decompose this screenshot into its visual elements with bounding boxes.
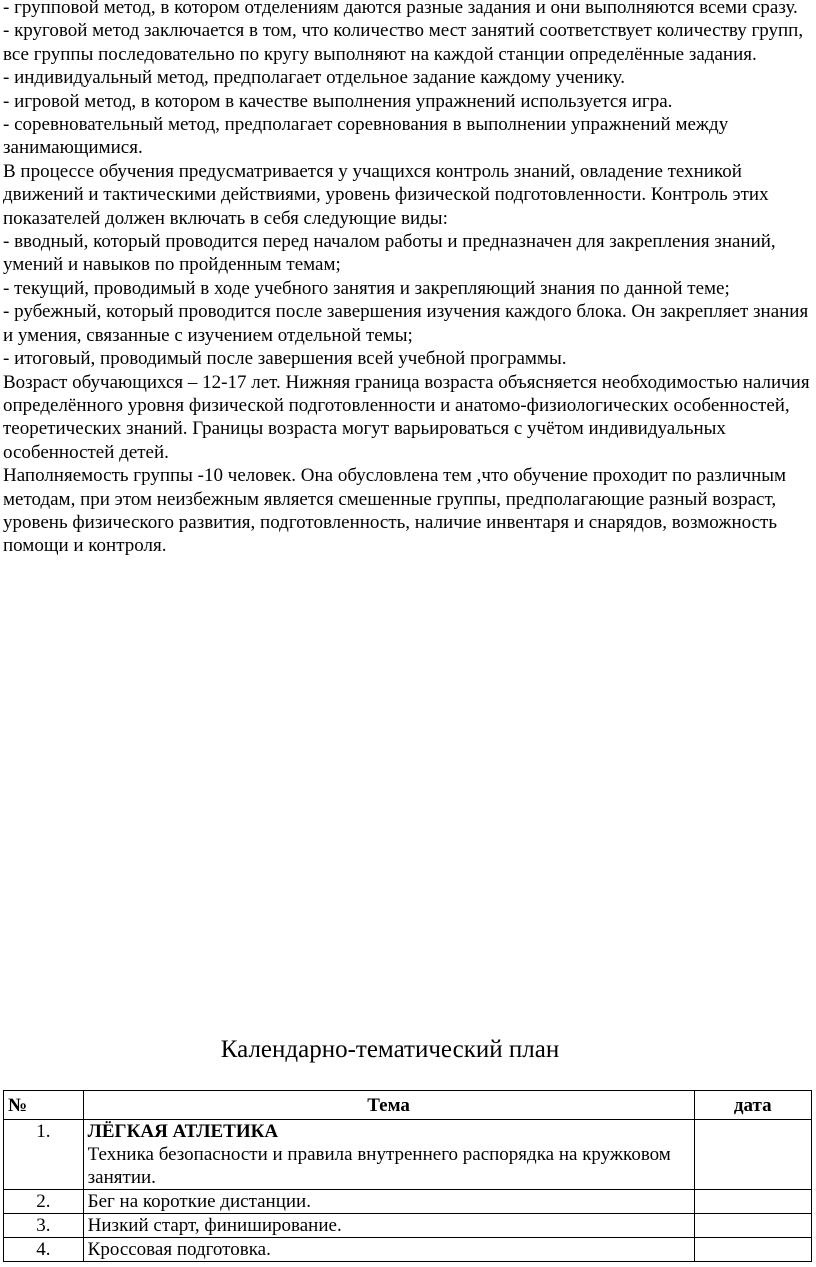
header-number: № xyxy=(4,1091,84,1120)
row-date xyxy=(694,1238,811,1262)
row-number: 4. xyxy=(4,1238,84,1262)
header-topic: Тема xyxy=(83,1091,694,1120)
row-topic-text: Бег на короткие дистанции. xyxy=(87,1191,311,1212)
row-topic xyxy=(83,1120,694,1190)
row-number: 2. xyxy=(4,1190,84,1214)
paragraph-control-final: - итоговый, проводимый после завершения всей учебной программы. xyxy=(3,348,567,370)
paragraph-game-method: - игровой метод, в котором в качестве выполнения упражнений используется игра. xyxy=(3,90,673,112)
plan-table xyxy=(3,1090,812,1262)
table-row xyxy=(4,1120,812,1190)
paragraph-age: Возраст обучающихся – 12-17 лет. Нижняя граница возраста объясняется необходимостью наличия определённого уровня физической подготовленности и анатомо-физиологических особенностей, теоретических знаний. Границы возраста могут варьироваться с учётом индивидуальных особенностей детей. xyxy=(3,371,810,463)
row-topic-text: Техника безопасности и правила внутреннего распорядка на кружковом занятии. xyxy=(87,1144,671,1188)
header-date: дата xyxy=(694,1091,811,1120)
row-number: 1. xyxy=(4,1120,84,1190)
row-topic xyxy=(83,1190,694,1214)
row-date xyxy=(694,1120,811,1190)
paragraph-group-method: - групповой метод, в котором отделениям даются разные задания и они выполняются всеми сразу. xyxy=(3,0,798,18)
plan-title: Календарно-тематический план xyxy=(220,1036,560,1063)
section-heading: ЛЁГКАЯ АТЛЕТИКА xyxy=(87,1121,279,1142)
paragraph-group-size: Наполняемость группы -10 человек. Она обусловлена тем ,что обучение проходит по различным методам, при этом неизбежным является смешенные группы, предполагающие разный возраст, уровень физического развития, подготовленность, наличие инвентаря и снарядов, возможность помощи и контроля. xyxy=(3,465,787,557)
row-number: 3. xyxy=(4,1214,84,1238)
paragraph-control-current: - текущий, проводимый в ходе учебного занятия и закрепляющий знания по данной теме; xyxy=(3,277,730,299)
body-text xyxy=(3,0,811,558)
row-topic-text: Кроссовая подготовка. xyxy=(87,1239,271,1260)
paragraph-circuit-method: - круговой метод заключается в том, что количество мест занятий соответствует количеству групп, все группы последовательно по кругу выполняют на каждой станции определённые задания. xyxy=(3,20,804,65)
table-header-row xyxy=(4,1091,812,1120)
paragraph-control-intro: В процессе обучения предусматривается у учащихся контроль знаний, овладение техникой движений и тактическими действиями, уровень физической подготовленности. Контроль этих показателей должен включать в себя следующие виды: xyxy=(3,160,769,229)
row-date xyxy=(694,1214,811,1238)
paragraph-control-introductory: - вводный, который проводится перед началом работы и предназначен для закрепления знаний, умений и навыков по пройденным темам; xyxy=(3,231,776,276)
table-row xyxy=(4,1238,812,1262)
row-topic-text: Низкий старт, финиширование. xyxy=(87,1215,342,1236)
row-topic xyxy=(83,1214,694,1238)
paragraph-control-milestone: - рубежный, который проводится после завершения изучения каждого блока. Он закрепляет знания и умения, связанные с изучением отдельной темы; xyxy=(3,301,809,346)
paragraph-competitive-method: - соревновательный метод, предполагает соревнования в выполнении упражнений между занимающимися. xyxy=(3,114,729,159)
table-row xyxy=(4,1214,812,1238)
table-row xyxy=(4,1190,812,1214)
row-topic xyxy=(83,1238,694,1262)
row-date xyxy=(694,1190,811,1214)
paragraph-individual-method: - индивидуальный метод, предполагает отдельное задание каждому ученику. xyxy=(3,67,625,89)
